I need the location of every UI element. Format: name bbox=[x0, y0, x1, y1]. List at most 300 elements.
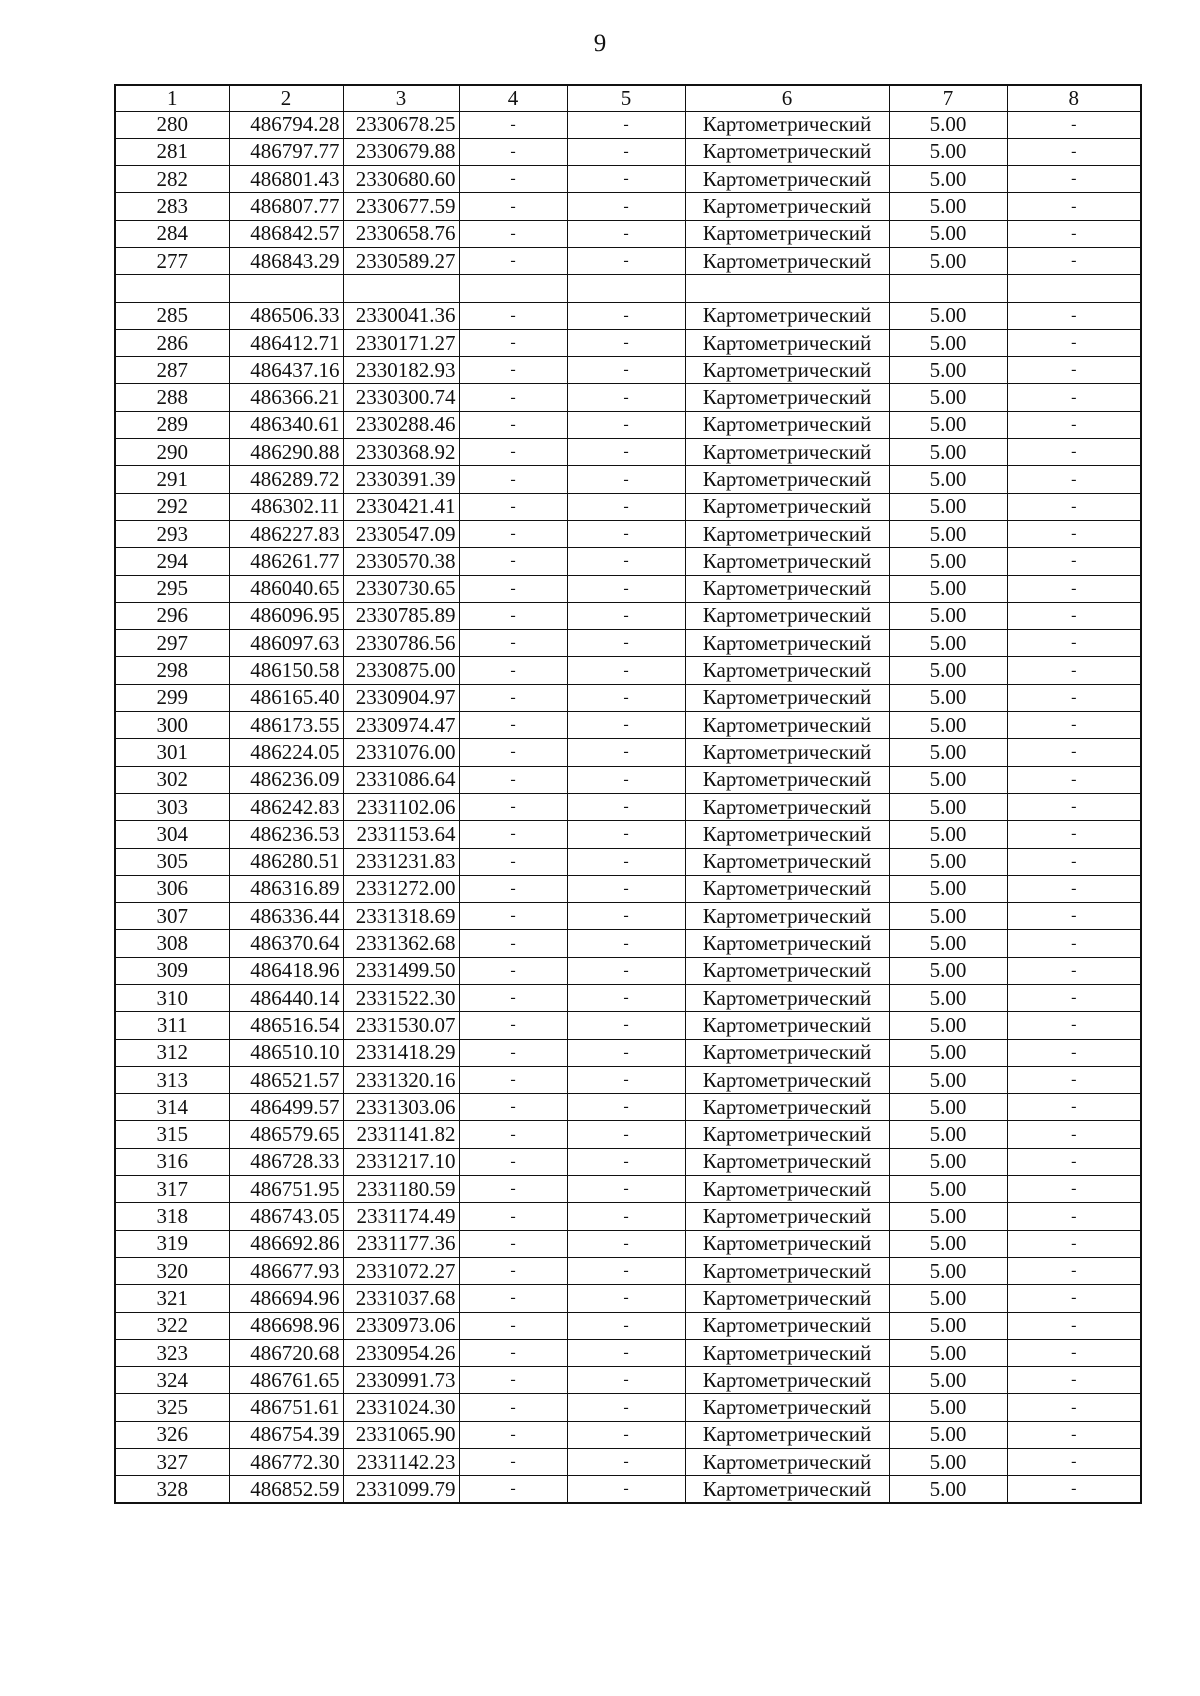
col4-cell: - bbox=[459, 493, 567, 520]
point-number-cell: 309 bbox=[115, 957, 229, 984]
col8-cell: - bbox=[1007, 712, 1141, 739]
method-cell: Картометрический bbox=[685, 1476, 889, 1503]
point-number-cell: 321 bbox=[115, 1285, 229, 1312]
table-row bbox=[115, 1285, 1141, 1312]
table-body bbox=[115, 85, 1141, 1503]
method-cell: Картометрический bbox=[685, 411, 889, 438]
col4-cell: - bbox=[459, 1476, 567, 1503]
col4-cell: - bbox=[459, 1421, 567, 1448]
method-cell: Картометрический bbox=[685, 520, 889, 547]
y-coordinate-cell: 2330658.76 bbox=[343, 220, 459, 247]
point-number-cell: 305 bbox=[115, 848, 229, 875]
method-cell: Картометрический bbox=[685, 466, 889, 493]
col5-cell: - bbox=[567, 1203, 685, 1230]
accuracy-cell: 5.00 bbox=[889, 1367, 1007, 1394]
col5-cell: - bbox=[567, 548, 685, 575]
y-coordinate-cell: 2331142.23 bbox=[343, 1449, 459, 1476]
method-cell: Картометрический bbox=[685, 1339, 889, 1366]
col8-cell: - bbox=[1007, 957, 1141, 984]
accuracy-cell: 5.00 bbox=[889, 793, 1007, 820]
y-coordinate-cell: 2330391.39 bbox=[343, 466, 459, 493]
col8-cell: - bbox=[1007, 1339, 1141, 1366]
method-cell: Картометрический bbox=[685, 1203, 889, 1230]
col5-cell: - bbox=[567, 166, 685, 193]
method-cell: Картометрический bbox=[685, 493, 889, 520]
col5-cell: - bbox=[567, 439, 685, 466]
y-coordinate-cell: 2331362.68 bbox=[343, 930, 459, 957]
y-coordinate-cell: 2330954.26 bbox=[343, 1339, 459, 1366]
col5-cell: - bbox=[567, 684, 685, 711]
col4-cell bbox=[459, 275, 567, 302]
point-number-cell: 303 bbox=[115, 793, 229, 820]
col5-cell: - bbox=[567, 466, 685, 493]
col8-cell: - bbox=[1007, 1203, 1141, 1230]
col8-cell: - bbox=[1007, 848, 1141, 875]
accuracy-cell: 5.00 bbox=[889, 1176, 1007, 1203]
accuracy-cell: 5.00 bbox=[889, 957, 1007, 984]
y-coordinate-cell: 2331272.00 bbox=[343, 875, 459, 902]
col8-cell: - bbox=[1007, 520, 1141, 547]
y-coordinate-cell: 2331418.29 bbox=[343, 1039, 459, 1066]
accuracy-cell: 5.00 bbox=[889, 1012, 1007, 1039]
col4-cell: - bbox=[459, 1066, 567, 1093]
x-coordinate-cell: 486751.95 bbox=[229, 1176, 343, 1203]
point-number-cell: 308 bbox=[115, 930, 229, 957]
y-coordinate-cell: 2331499.50 bbox=[343, 957, 459, 984]
col5-cell: - bbox=[567, 575, 685, 602]
x-coordinate-cell: 486097.63 bbox=[229, 630, 343, 657]
x-coordinate-cell: 486761.65 bbox=[229, 1367, 343, 1394]
coordinates-table bbox=[114, 84, 1142, 1504]
x-coordinate-cell: 486698.96 bbox=[229, 1312, 343, 1339]
table-row bbox=[115, 903, 1141, 930]
method-cell: Картометрический bbox=[685, 1421, 889, 1448]
point-number-cell: 298 bbox=[115, 657, 229, 684]
method-cell: Картометрический bbox=[685, 848, 889, 875]
col8-cell: - bbox=[1007, 247, 1141, 274]
accuracy-cell: 5.00 bbox=[889, 548, 1007, 575]
table-row bbox=[115, 220, 1141, 247]
col4-cell: - bbox=[459, 602, 567, 629]
table-row bbox=[115, 439, 1141, 466]
point-number-cell: 289 bbox=[115, 411, 229, 438]
x-coordinate-cell: 486236.09 bbox=[229, 766, 343, 793]
x-coordinate-cell: 486040.65 bbox=[229, 575, 343, 602]
col5-cell: - bbox=[567, 930, 685, 957]
table-row bbox=[115, 111, 1141, 138]
column-header: 8 bbox=[1007, 85, 1141, 111]
col8-cell: - bbox=[1007, 575, 1141, 602]
col5-cell: - bbox=[567, 957, 685, 984]
col8-cell: - bbox=[1007, 1367, 1141, 1394]
accuracy-cell: 5.00 bbox=[889, 848, 1007, 875]
y-coordinate-cell: 2330679.88 bbox=[343, 138, 459, 165]
x-coordinate-cell: 486516.54 bbox=[229, 1012, 343, 1039]
y-coordinate-cell: 2331530.07 bbox=[343, 1012, 459, 1039]
col4-cell: - bbox=[459, 575, 567, 602]
x-coordinate-cell: 486165.40 bbox=[229, 684, 343, 711]
point-number-cell: 277 bbox=[115, 247, 229, 274]
point-number-cell: 281 bbox=[115, 138, 229, 165]
y-coordinate-cell: 2331024.30 bbox=[343, 1394, 459, 1421]
col4-cell: - bbox=[459, 1339, 567, 1366]
x-coordinate-cell: 486302.11 bbox=[229, 493, 343, 520]
y-coordinate-cell: 2331141.82 bbox=[343, 1121, 459, 1148]
col5-cell: - bbox=[567, 712, 685, 739]
table-row bbox=[115, 1339, 1141, 1366]
col4-cell: - bbox=[459, 1257, 567, 1284]
col5-cell: - bbox=[567, 875, 685, 902]
point-number-cell: 318 bbox=[115, 1203, 229, 1230]
col4-cell: - bbox=[459, 220, 567, 247]
accuracy-cell: 5.00 bbox=[889, 1148, 1007, 1175]
col8-cell: - bbox=[1007, 821, 1141, 848]
x-coordinate-cell: 486412.71 bbox=[229, 329, 343, 356]
accuracy-cell: 5.00 bbox=[889, 630, 1007, 657]
table-row bbox=[115, 657, 1141, 684]
y-coordinate-cell: 2330300.74 bbox=[343, 384, 459, 411]
x-coordinate-cell: 486720.68 bbox=[229, 1339, 343, 1366]
method-cell: Картометрический bbox=[685, 821, 889, 848]
x-coordinate-cell: 486743.05 bbox=[229, 1203, 343, 1230]
y-coordinate-cell: 2331180.59 bbox=[343, 1176, 459, 1203]
method-cell: Картометрический bbox=[685, 357, 889, 384]
x-coordinate-cell: 486677.93 bbox=[229, 1257, 343, 1284]
col8-cell: - bbox=[1007, 985, 1141, 1012]
x-coordinate-cell: 486521.57 bbox=[229, 1066, 343, 1093]
col5-cell: - bbox=[567, 1066, 685, 1093]
col5-cell: - bbox=[567, 1176, 685, 1203]
method-cell: Картометрический bbox=[685, 384, 889, 411]
accuracy-cell: 5.00 bbox=[889, 466, 1007, 493]
point-number-cell: 328 bbox=[115, 1476, 229, 1503]
accuracy-cell: 5.00 bbox=[889, 739, 1007, 766]
accuracy-cell: 5.00 bbox=[889, 575, 1007, 602]
col5-cell: - bbox=[567, 193, 685, 220]
col5-cell: - bbox=[567, 1394, 685, 1421]
method-cell: Картометрический bbox=[685, 1394, 889, 1421]
x-coordinate-cell: 486797.77 bbox=[229, 138, 343, 165]
col5-cell: - bbox=[567, 493, 685, 520]
accuracy-cell: 5.00 bbox=[889, 602, 1007, 629]
col8-cell: - bbox=[1007, 493, 1141, 520]
point-number-cell: 286 bbox=[115, 329, 229, 356]
table-row bbox=[115, 138, 1141, 165]
col5-cell: - bbox=[567, 1421, 685, 1448]
y-coordinate-cell: 2330570.38 bbox=[343, 548, 459, 575]
table-row bbox=[115, 630, 1141, 657]
col5-cell: - bbox=[567, 138, 685, 165]
method-cell: Картометрический bbox=[685, 548, 889, 575]
point-number-cell: 297 bbox=[115, 630, 229, 657]
y-coordinate-cell: 2331318.69 bbox=[343, 903, 459, 930]
col4-cell: - bbox=[459, 1394, 567, 1421]
x-coordinate-cell: 486242.83 bbox=[229, 793, 343, 820]
x-coordinate-cell: 486728.33 bbox=[229, 1148, 343, 1175]
col4-cell: - bbox=[459, 384, 567, 411]
col8-cell: - bbox=[1007, 1094, 1141, 1121]
col8-cell: - bbox=[1007, 138, 1141, 165]
point-number-cell: 306 bbox=[115, 875, 229, 902]
y-coordinate-cell: 2331037.68 bbox=[343, 1285, 459, 1312]
y-coordinate-cell: 2331153.64 bbox=[343, 821, 459, 848]
method-cell: Картометрический bbox=[685, 575, 889, 602]
method-cell: Картометрический bbox=[685, 766, 889, 793]
accuracy-cell: 5.00 bbox=[889, 329, 1007, 356]
column-header: 4 bbox=[459, 85, 567, 111]
x-coordinate-cell: 486772.30 bbox=[229, 1449, 343, 1476]
y-coordinate-cell: 2330974.47 bbox=[343, 712, 459, 739]
x-coordinate-cell: 486227.83 bbox=[229, 520, 343, 547]
col5-cell: - bbox=[567, 520, 685, 547]
table-row bbox=[115, 357, 1141, 384]
col8-cell: - bbox=[1007, 1394, 1141, 1421]
accuracy-cell: 5.00 bbox=[889, 1339, 1007, 1366]
accuracy-cell: 5.00 bbox=[889, 247, 1007, 274]
method-cell: Картометрический bbox=[685, 1257, 889, 1284]
point-number-cell: 290 bbox=[115, 439, 229, 466]
table-row bbox=[115, 1421, 1141, 1448]
x-coordinate-cell: 486852.59 bbox=[229, 1476, 343, 1503]
method-cell: Картометрический bbox=[685, 1312, 889, 1339]
col4-cell: - bbox=[459, 684, 567, 711]
col5-cell: - bbox=[567, 657, 685, 684]
accuracy-cell: 5.00 bbox=[889, 1203, 1007, 1230]
y-coordinate-cell: 2330973.06 bbox=[343, 1312, 459, 1339]
accuracy-cell: 5.00 bbox=[889, 1476, 1007, 1503]
col5-cell: - bbox=[567, 793, 685, 820]
col8-cell: - bbox=[1007, 657, 1141, 684]
col5-cell: - bbox=[567, 985, 685, 1012]
point-number-cell: 319 bbox=[115, 1230, 229, 1257]
accuracy-cell: 5.00 bbox=[889, 1285, 1007, 1312]
method-cell: Картометрический bbox=[685, 166, 889, 193]
y-coordinate-cell: 2331086.64 bbox=[343, 766, 459, 793]
col5-cell bbox=[567, 275, 685, 302]
accuracy-cell bbox=[889, 275, 1007, 302]
table-row bbox=[115, 1367, 1141, 1394]
col5-cell: - bbox=[567, 766, 685, 793]
point-number-cell: 317 bbox=[115, 1176, 229, 1203]
col4-cell: - bbox=[459, 1039, 567, 1066]
point-number-cell: 315 bbox=[115, 1121, 229, 1148]
accuracy-cell: 5.00 bbox=[889, 302, 1007, 329]
table-row bbox=[115, 329, 1141, 356]
method-cell: Картометрический bbox=[685, 1148, 889, 1175]
method-cell: Картометрический bbox=[685, 1012, 889, 1039]
col8-cell: - bbox=[1007, 1421, 1141, 1448]
col4-cell: - bbox=[459, 357, 567, 384]
col5-cell: - bbox=[567, 1012, 685, 1039]
col5-cell: - bbox=[567, 357, 685, 384]
method-cell: Картометрический bbox=[685, 739, 889, 766]
x-coordinate-cell: 486842.57 bbox=[229, 220, 343, 247]
x-coordinate-cell: 486499.57 bbox=[229, 1094, 343, 1121]
col8-cell: - bbox=[1007, 630, 1141, 657]
method-cell: Картометрический bbox=[685, 220, 889, 247]
x-coordinate-cell: 486290.88 bbox=[229, 439, 343, 466]
point-number-cell: 287 bbox=[115, 357, 229, 384]
col4-cell: - bbox=[459, 1230, 567, 1257]
col5-cell: - bbox=[567, 220, 685, 247]
method-cell: Картометрический bbox=[685, 1094, 889, 1121]
table-header-row bbox=[115, 85, 1141, 111]
point-number-cell: 301 bbox=[115, 739, 229, 766]
col4-cell: - bbox=[459, 193, 567, 220]
col5-cell: - bbox=[567, 1285, 685, 1312]
x-coordinate-cell: 486510.10 bbox=[229, 1039, 343, 1066]
point-number-cell: 300 bbox=[115, 712, 229, 739]
method-cell: Картометрический bbox=[685, 1449, 889, 1476]
point-number-cell: 288 bbox=[115, 384, 229, 411]
y-coordinate-cell: 2331231.83 bbox=[343, 848, 459, 875]
y-coordinate-cell: 2330288.46 bbox=[343, 411, 459, 438]
col5-cell: - bbox=[567, 739, 685, 766]
accuracy-cell: 5.00 bbox=[889, 985, 1007, 1012]
x-coordinate-cell: 486751.61 bbox=[229, 1394, 343, 1421]
x-coordinate-cell: 486370.64 bbox=[229, 930, 343, 957]
table-row bbox=[115, 1312, 1141, 1339]
col5-cell: - bbox=[567, 1257, 685, 1284]
col4-cell: - bbox=[459, 520, 567, 547]
col5-cell: - bbox=[567, 848, 685, 875]
col8-cell: - bbox=[1007, 1449, 1141, 1476]
x-coordinate-cell: 486316.89 bbox=[229, 875, 343, 902]
accuracy-cell: 5.00 bbox=[889, 411, 1007, 438]
accuracy-cell: 5.00 bbox=[889, 1312, 1007, 1339]
y-coordinate-cell bbox=[343, 275, 459, 302]
method-cell: Картометрический bbox=[685, 302, 889, 329]
y-coordinate-cell: 2330547.09 bbox=[343, 520, 459, 547]
method-cell: Картометрический bbox=[685, 111, 889, 138]
y-coordinate-cell: 2330680.60 bbox=[343, 166, 459, 193]
method-cell: Картометрический bbox=[685, 1367, 889, 1394]
table-row bbox=[115, 1449, 1141, 1476]
table-row bbox=[115, 684, 1141, 711]
table-row bbox=[115, 1257, 1141, 1284]
table-row bbox=[115, 821, 1141, 848]
y-coordinate-cell: 2331303.06 bbox=[343, 1094, 459, 1121]
point-number-cell: 312 bbox=[115, 1039, 229, 1066]
accuracy-cell: 5.00 bbox=[889, 821, 1007, 848]
table-row bbox=[115, 275, 1141, 302]
col4-cell: - bbox=[459, 1012, 567, 1039]
col8-cell: - bbox=[1007, 1476, 1141, 1503]
accuracy-cell: 5.00 bbox=[889, 1257, 1007, 1284]
table-row bbox=[115, 766, 1141, 793]
table-row bbox=[115, 1230, 1141, 1257]
accuracy-cell: 5.00 bbox=[889, 357, 1007, 384]
point-number-cell: 292 bbox=[115, 493, 229, 520]
col4-cell: - bbox=[459, 1312, 567, 1339]
x-coordinate-cell: 486801.43 bbox=[229, 166, 343, 193]
y-coordinate-cell: 2330904.97 bbox=[343, 684, 459, 711]
col5-cell: - bbox=[567, 384, 685, 411]
col8-cell: - bbox=[1007, 739, 1141, 766]
col8-cell: - bbox=[1007, 1121, 1141, 1148]
col4-cell: - bbox=[459, 793, 567, 820]
col5-cell: - bbox=[567, 1339, 685, 1366]
table-row bbox=[115, 1476, 1141, 1503]
column-header: 3 bbox=[343, 85, 459, 111]
x-coordinate-cell: 486694.96 bbox=[229, 1285, 343, 1312]
col4-cell: - bbox=[459, 247, 567, 274]
method-cell: Картометрический bbox=[685, 329, 889, 356]
table-row bbox=[115, 930, 1141, 957]
col4-cell: - bbox=[459, 821, 567, 848]
y-coordinate-cell: 2331320.16 bbox=[343, 1066, 459, 1093]
col8-cell: - bbox=[1007, 766, 1141, 793]
col8-cell: - bbox=[1007, 466, 1141, 493]
col8-cell: - bbox=[1007, 384, 1141, 411]
col8-cell: - bbox=[1007, 1230, 1141, 1257]
col8-cell: - bbox=[1007, 1012, 1141, 1039]
table-row bbox=[115, 166, 1141, 193]
method-cell: Картометрический bbox=[685, 684, 889, 711]
table-row bbox=[115, 793, 1141, 820]
table-row bbox=[115, 712, 1141, 739]
accuracy-cell: 5.00 bbox=[889, 138, 1007, 165]
y-coordinate-cell: 2330678.25 bbox=[343, 111, 459, 138]
accuracy-cell: 5.00 bbox=[889, 439, 1007, 466]
point-number-cell: 311 bbox=[115, 1012, 229, 1039]
col4-cell: - bbox=[459, 302, 567, 329]
col8-cell: - bbox=[1007, 166, 1141, 193]
accuracy-cell: 5.00 bbox=[889, 520, 1007, 547]
x-coordinate-cell: 486236.53 bbox=[229, 821, 343, 848]
y-coordinate-cell: 2331072.27 bbox=[343, 1257, 459, 1284]
x-coordinate-cell: 486440.14 bbox=[229, 985, 343, 1012]
col4-cell: - bbox=[459, 657, 567, 684]
table-row bbox=[115, 739, 1141, 766]
y-coordinate-cell: 2330677.59 bbox=[343, 193, 459, 220]
table-row bbox=[115, 247, 1141, 274]
method-cell: Картометрический bbox=[685, 1039, 889, 1066]
method-cell: Картометрический bbox=[685, 247, 889, 274]
col5-cell: - bbox=[567, 1449, 685, 1476]
col8-cell: - bbox=[1007, 357, 1141, 384]
x-coordinate-cell: 486807.77 bbox=[229, 193, 343, 220]
method-cell: Картометрический bbox=[685, 930, 889, 957]
col8-cell: - bbox=[1007, 1066, 1141, 1093]
table-row bbox=[115, 1039, 1141, 1066]
accuracy-cell: 5.00 bbox=[889, 193, 1007, 220]
table-row bbox=[115, 1094, 1141, 1121]
col8-cell: - bbox=[1007, 193, 1141, 220]
col4-cell: - bbox=[459, 1285, 567, 1312]
col8-cell: - bbox=[1007, 439, 1141, 466]
point-number-cell: 324 bbox=[115, 1367, 229, 1394]
col5-cell: - bbox=[567, 630, 685, 657]
x-coordinate-cell: 486150.58 bbox=[229, 657, 343, 684]
point-number-cell: 307 bbox=[115, 903, 229, 930]
x-coordinate-cell: 486692.86 bbox=[229, 1230, 343, 1257]
accuracy-cell: 5.00 bbox=[889, 111, 1007, 138]
col8-cell: - bbox=[1007, 1312, 1141, 1339]
x-coordinate-cell: 486437.16 bbox=[229, 357, 343, 384]
y-coordinate-cell: 2331102.06 bbox=[343, 793, 459, 820]
col4-cell: - bbox=[459, 329, 567, 356]
col4-cell: - bbox=[459, 930, 567, 957]
column-header: 6 bbox=[685, 85, 889, 111]
col8-cell bbox=[1007, 275, 1141, 302]
table-row bbox=[115, 520, 1141, 547]
col4-cell: - bbox=[459, 138, 567, 165]
x-coordinate-cell: 486280.51 bbox=[229, 848, 343, 875]
point-number-cell: 304 bbox=[115, 821, 229, 848]
x-coordinate-cell: 486843.29 bbox=[229, 247, 343, 274]
col4-cell: - bbox=[459, 1094, 567, 1121]
